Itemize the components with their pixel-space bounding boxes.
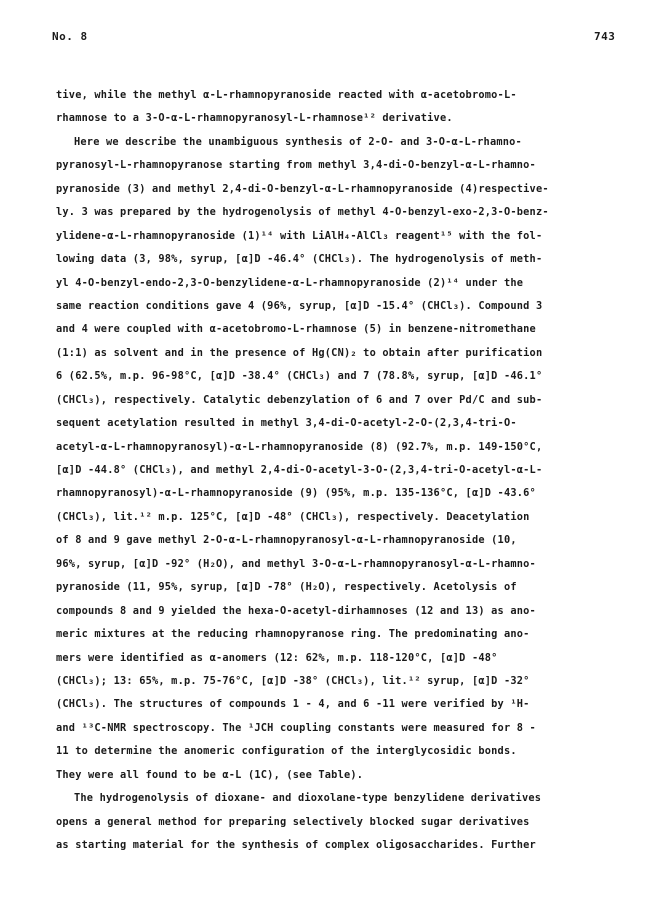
paragraph-start-line: The hydrogenolysis of dioxane- and dioxolane-type benzylidene derivatives	[74, 792, 542, 805]
text-line: mers were identified as α-anomers (12: 62%, m.p. 118-120°C, [α]D -48°	[56, 651, 498, 664]
text-line: meric mixtures at the reducing rhamnopyranose ring. The predominating ano-	[56, 628, 530, 641]
text-line: opens a general method for preparing selectively blocked sugar derivatives	[56, 815, 530, 828]
text-line: ly. 3 was prepared by the hydrogenolysis of methyl 4-O-benzyl-exo-2,3-O-benz-	[56, 206, 549, 219]
text-line: sequent acetylation resulted in methyl 3,4-di-O-acetyl-2-O-(2,3,4-tri-O-	[56, 417, 517, 430]
text-line: yl 4-O-benzyl-endo-2,3-O-benzylidene-α-L-rhamnopyranoside (2)¹⁴ under the	[56, 276, 524, 289]
text-line: 11 to determine the anomeric configuration of the interglycosidic bonds.	[56, 745, 517, 758]
page-header	[0, 30, 672, 46]
text-line: compounds 8 and 9 yielded the hexa-O-acetyl-dirhamnoses (12 and 13) as ano-	[56, 604, 536, 617]
text-line: They were all found to be α-L (1C), (see Table).	[56, 768, 364, 781]
text-line: (CHCl₃). The structures of compounds 1 - 4, and 6 -11 were verified by ¹H-	[56, 698, 530, 711]
text-line: and ¹³C-NMR spectroscopy. The ¹JCH coupling constants were measured for 8 -	[56, 721, 536, 734]
text-line: [α]D -44.8° (CHCl₃), and methyl 2,4-di-O-acetyl-3-O-(2,3,4-tri-O-acetyl-α-L-	[56, 464, 543, 476]
text-line: tive, while the methyl α-L-rhamnopyranoside reacted with α-acetobromo-L-	[56, 89, 517, 101]
text-line: of 8 and 9 gave methyl 2-O-α-L-rhamnopyranosyl-α-L-rhamnopyranoside (10,	[56, 534, 517, 547]
text-line: (1:1) as solvent and in the presence of Hg(CN)₂ to obtain after purification	[56, 346, 543, 359]
text-line: 96%, syrup, [α]D -92° (H₂O), and methyl 3-O-α-L-rhamnopyranosyl-α-L-rhamno-	[56, 557, 536, 570]
text-line: ylidene-α-L-rhamnopyranoside (1)¹⁴ with LiAlH₄-AlCl₃ reagent¹⁵ with the fol-	[56, 229, 543, 242]
text-line: lowing data (3, 98%, syrup, [α]D -46.4° (CHCl₃). The hydrogenolysis of meth-	[56, 253, 543, 266]
text-line: acetyl-α-L-rhamnopyranosyl)-α-L-rhamnopyranoside (8) (92.7%, m.p. 149-150°C,	[56, 440, 543, 453]
text-line: (CHCl₃), respectively. Catalytic debenzylation of 6 and 7 over Pd/C and sub-	[56, 393, 543, 406]
text-line: 6 (62.5%, m.p. 96-98°C, [α]D -38.4° (CHCl₃) and 7 (78.8%, syrup, [α]D -46.1°	[56, 370, 543, 383]
text-line: pyranosyl-L-rhamnopyranose starting from methyl 3,4-di-O-benzyl-α-L-rhamno-	[56, 159, 536, 172]
page-number: 743	[594, 30, 616, 43]
text-line: (CHCl₃), lit.¹² m.p. 125°C, [α]D -48° (CHCl₃), respectively. Deacetylation	[56, 510, 530, 523]
journal-issue: No. 8	[52, 30, 88, 43]
text-line: as starting material for the synthesis of complex oligosaccharides. Further	[56, 839, 536, 851]
text-line: rhamnose to a 3-O-α-L-rhamnopyranosyl-L-rhamnose¹² derivative.	[56, 112, 453, 125]
text-line: and 4 were coupled with α-acetobromo-L-rhamnose (5) in benzene-nitromethane	[56, 323, 536, 336]
text-line: pyranoside (11, 95%, syrup, [α]D -78° (H₂O), respectively. Acetolysis of	[56, 581, 517, 594]
text-line: rhamnopyranosyl)-α-L-rhamnopyranoside (9) (95%, m.p. 135-136°C, [α]D -43.6°	[56, 487, 536, 500]
paragraph-start-line: Here we describe the unambiguous synthesis of 2-O- and 3-O-α-L-rhamno-	[74, 135, 522, 148]
text-line: pyranoside (3) and methyl 2,4-di-O-benzyl-α-L-rhamnopyranoside (4)respective-	[56, 182, 549, 195]
text-line: (CHCl₃); 13: 65%, m.p. 75-76°C, [α]D -38° (CHCl₃), lit.¹² syrup, [α]D -32°	[56, 674, 530, 687]
article-body	[56, 84, 626, 857]
text-line: same reaction conditions gave 4 (96%, syrup, [α]D -15.4° (CHCl₃). Compound 3	[56, 299, 543, 312]
